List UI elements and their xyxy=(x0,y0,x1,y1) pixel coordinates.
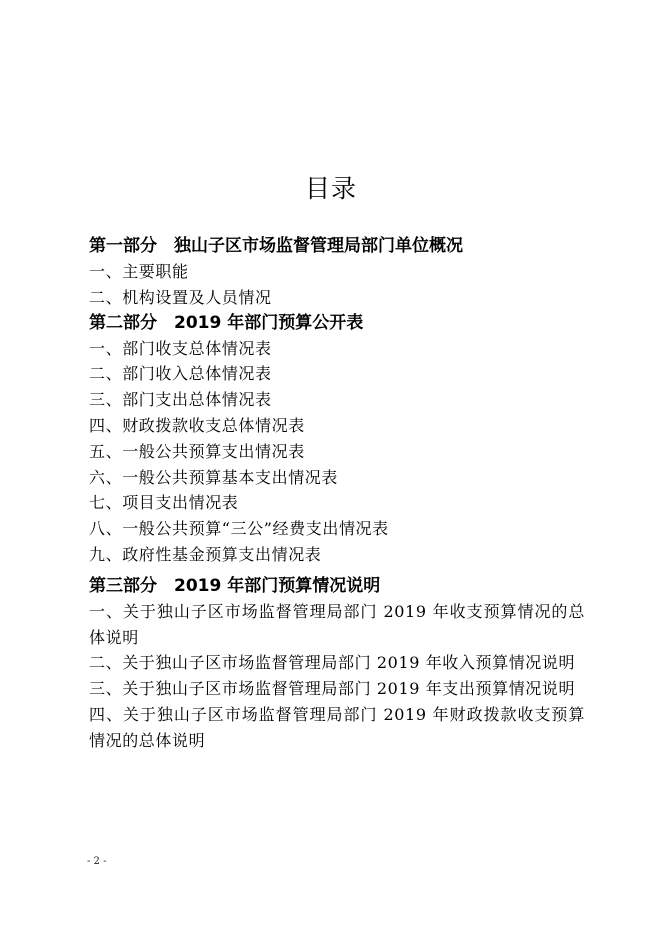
toc-item: 一、部门收支总体情况表 xyxy=(89,338,272,358)
table-of-contents xyxy=(89,234,585,754)
page-title: 目录 xyxy=(304,174,357,203)
part2-heading: 第二部分 2019 年部门预算公开表 xyxy=(89,312,364,333)
toc-item: 二、部门收入总体情况表 xyxy=(89,364,272,384)
part1-heading: 第一部分 独山子区市场监督管理局部门单位概况 xyxy=(89,236,463,256)
toc-item: 六、一般公共预算基本支出情况表 xyxy=(89,467,339,487)
toc-item: 三、关于独山子区市场监督管理局部门 2019 年支出预算情况说明 xyxy=(89,679,576,699)
toc-item: 八、一般公共预算“三公”经费支出情况表 xyxy=(89,519,389,539)
part3-heading: 第三部分 2019 年部门预算情况说明 xyxy=(89,575,381,596)
toc-item: 四、关于独山子区市场监督管理局部门 2019 年财政拨款收支预算情况的总体说明 xyxy=(89,704,585,750)
toc-item: 二、关于独山子区市场监督管理局部门 2019 年收入预算情况说明 xyxy=(89,653,576,673)
page-number: - 2 - xyxy=(87,856,107,867)
toc-item: 四、财政拨款收支总体情况表 xyxy=(89,415,305,435)
toc-item: 九、政府性基金预算支出情况表 xyxy=(89,544,322,564)
toc-item: 五、一般公共预算支出情况表 xyxy=(89,441,305,461)
toc-item: 一、主要职能 xyxy=(89,262,189,281)
toc-item: 二、机构设置及人员情况 xyxy=(89,287,272,307)
toc-item: 三、部门支出总体情况表 xyxy=(89,390,272,410)
toc-item: 一、关于独山子区市场监督管理局部门 2019 年收支预算情况的总体说明 xyxy=(89,601,585,647)
toc-item: 七、项目支出情况表 xyxy=(89,493,239,513)
